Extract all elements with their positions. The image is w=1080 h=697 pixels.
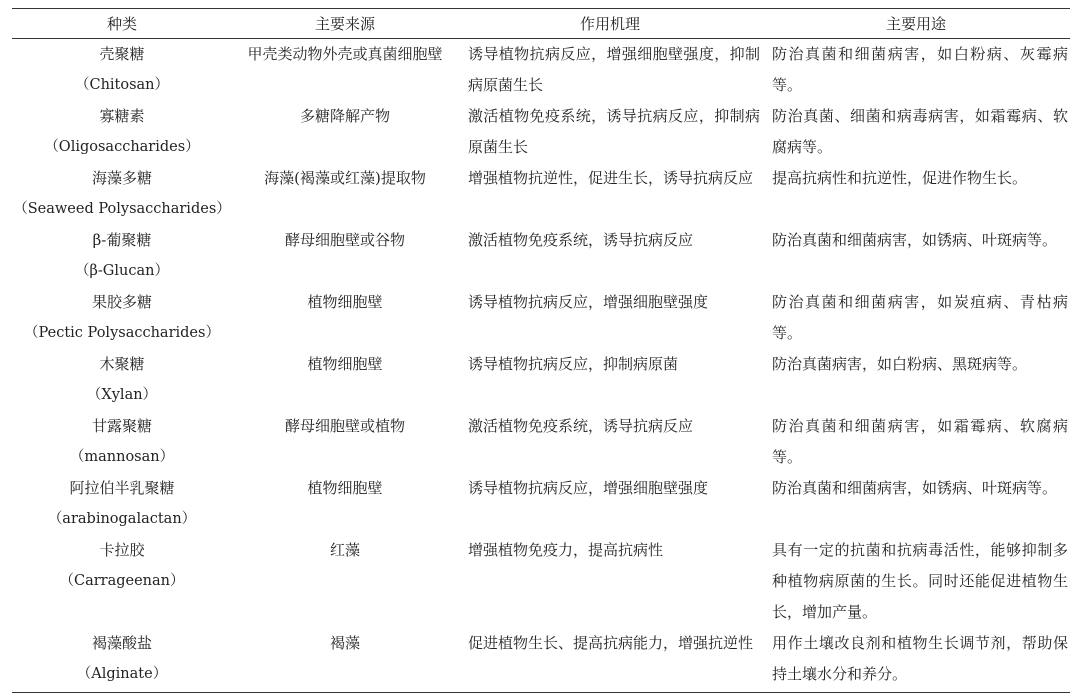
table-row — [12, 225, 1070, 287]
cell-source: 多糖降解产物 — [299, 107, 390, 125]
cell-type — [12, 535, 232, 628]
cell-type — [12, 287, 232, 349]
cell-use: 防治真菌和细菌病害，如锈病、叶斑病等。 — [772, 231, 1058, 249]
cell-mechanism: 诱导植物抗病反应，抑制病原菌 — [468, 355, 679, 373]
header-type: 种类 — [106, 15, 137, 33]
type-name-en: （β-Glucan） — [75, 263, 169, 279]
type-name-cn: 海藻多糖 — [91, 169, 152, 187]
cell-use: 防治真菌病害，如白粉病、黑斑病等。 — [772, 355, 1028, 373]
table-row — [12, 628, 1070, 692]
header-row — [12, 9, 1070, 39]
table-header — [12, 9, 1070, 39]
cell-source: 植物细胞壁 — [307, 293, 383, 311]
type-name-cn: 褐藻酸盐 — [91, 634, 152, 652]
cell-use: 防治真菌和细菌病害，如锈病、叶斑病等。 — [772, 479, 1058, 497]
type-name-en: （mannosan） — [69, 449, 175, 465]
cell-type — [12, 39, 232, 102]
cell-mechanism: 激活植物免疫系统，诱导抗病反应 — [468, 417, 694, 435]
cell-use: 具有一定的抗菌和抗病毒活性，能够抑制多种植物病原菌的生长。同时还能促进植物生长，增加产量。 — [772, 541, 1068, 621]
cell-mechanism: 诱导植物抗病反应，增强细胞壁强度 — [468, 479, 709, 497]
cell-type — [12, 628, 232, 692]
table-row — [12, 287, 1070, 349]
cell-mechanism: 激活植物免疫系统，诱导抗病反应，抑制病原菌生长 — [468, 107, 760, 156]
cell-mechanism: 增强植物抗逆性，促进生长，诱导抗病反应 — [468, 169, 754, 187]
type-name-cn: 卡拉胶 — [99, 541, 145, 559]
cell-use: 防治真菌、细菌和病毒病害，如霜霉病、软腐病等。 — [772, 107, 1068, 156]
cell-type — [12, 163, 232, 225]
cell-use: 防治真菌和细菌病害，如炭疽病、青枯病等。 — [772, 293, 1068, 342]
table-row — [12, 411, 1070, 473]
type-name-en: （Xylan） — [86, 387, 158, 403]
cell-type — [12, 411, 232, 473]
cell-use: 用作土壤改良剂和植物生长调节剂，帮助保持土壤水分和养分。 — [772, 634, 1068, 683]
cell-source: 植物细胞壁 — [307, 479, 383, 497]
cell-use: 防治真菌和细菌病害，如霜霉病、软腐病等。 — [772, 417, 1068, 466]
type-name-en: （Oligosaccharides） — [44, 139, 200, 155]
type-name-en: （Pectic Polysaccharides） — [24, 325, 220, 341]
type-name-en: （Seaweed Polysaccharides） — [13, 201, 231, 217]
table-body — [12, 39, 1070, 693]
type-name-en: （Chitosan） — [74, 77, 170, 93]
cell-source: 甲壳类动物外壳或真菌细胞壁 — [247, 45, 443, 63]
cell-source: 酵母细胞壁或谷物 — [284, 231, 405, 249]
table-row — [12, 473, 1070, 535]
cell-use: 提高抗病性和抗逆性，促进作物生长。 — [772, 169, 1028, 187]
type-name-cn: 壳聚糖 — [99, 45, 145, 63]
cell-mechanism: 诱导植物抗病反应，增强细胞壁强度，抑制病原菌生长 — [468, 45, 760, 94]
cell-use: 防治真菌和细菌病害，如白粉病、灰霉病等。 — [772, 45, 1068, 94]
cell-mechanism: 促进植物生长、提高抗病能力，增强抗逆性 — [468, 634, 754, 652]
cell-mechanism: 激活植物免疫系统，诱导抗病反应 — [468, 231, 694, 249]
header-use: 主要用途 — [885, 15, 946, 33]
type-name-cn: 甘露聚糖 — [91, 417, 152, 435]
cell-type — [12, 225, 232, 287]
type-name-en: （Alginate） — [76, 666, 168, 682]
cell-source: 红藻 — [329, 541, 360, 559]
cell-type — [12, 349, 232, 411]
type-name-cn: 寡糖素 — [99, 107, 145, 125]
header-source: 主要来源 — [314, 15, 375, 33]
table-row — [12, 349, 1070, 411]
table-row — [12, 535, 1070, 628]
type-name-en: （Carrageenan） — [59, 573, 185, 589]
type-name-cn: 阿拉伯半乳聚糖 — [69, 479, 175, 497]
cell-type — [12, 473, 232, 535]
table-row — [12, 163, 1070, 225]
cell-source: 酵母细胞壁或植物 — [284, 417, 405, 435]
type-name-cn: 木聚糖 — [99, 355, 145, 373]
table-row — [12, 101, 1070, 163]
cell-source: 褐藻 — [329, 634, 360, 652]
header-mechanism: 作用机理 — [579, 15, 640, 33]
type-name-cn: β-葡聚糖 — [92, 231, 152, 249]
cell-source: 海藻(褐藻或红藻)提取物 — [264, 169, 426, 187]
cell-mechanism: 诱导植物抗病反应，增强细胞壁强度 — [468, 293, 709, 311]
cell-type — [12, 101, 232, 163]
polysaccharide-table — [12, 8, 1070, 693]
type-name-en: （arabinogalactan） — [47, 511, 197, 527]
type-name-cn: 果胶多糖 — [91, 293, 152, 311]
table-row — [12, 39, 1070, 102]
cell-source: 植物细胞壁 — [307, 355, 383, 373]
cell-mechanism: 增强植物免疫力，提高抗病性 — [468, 541, 664, 559]
